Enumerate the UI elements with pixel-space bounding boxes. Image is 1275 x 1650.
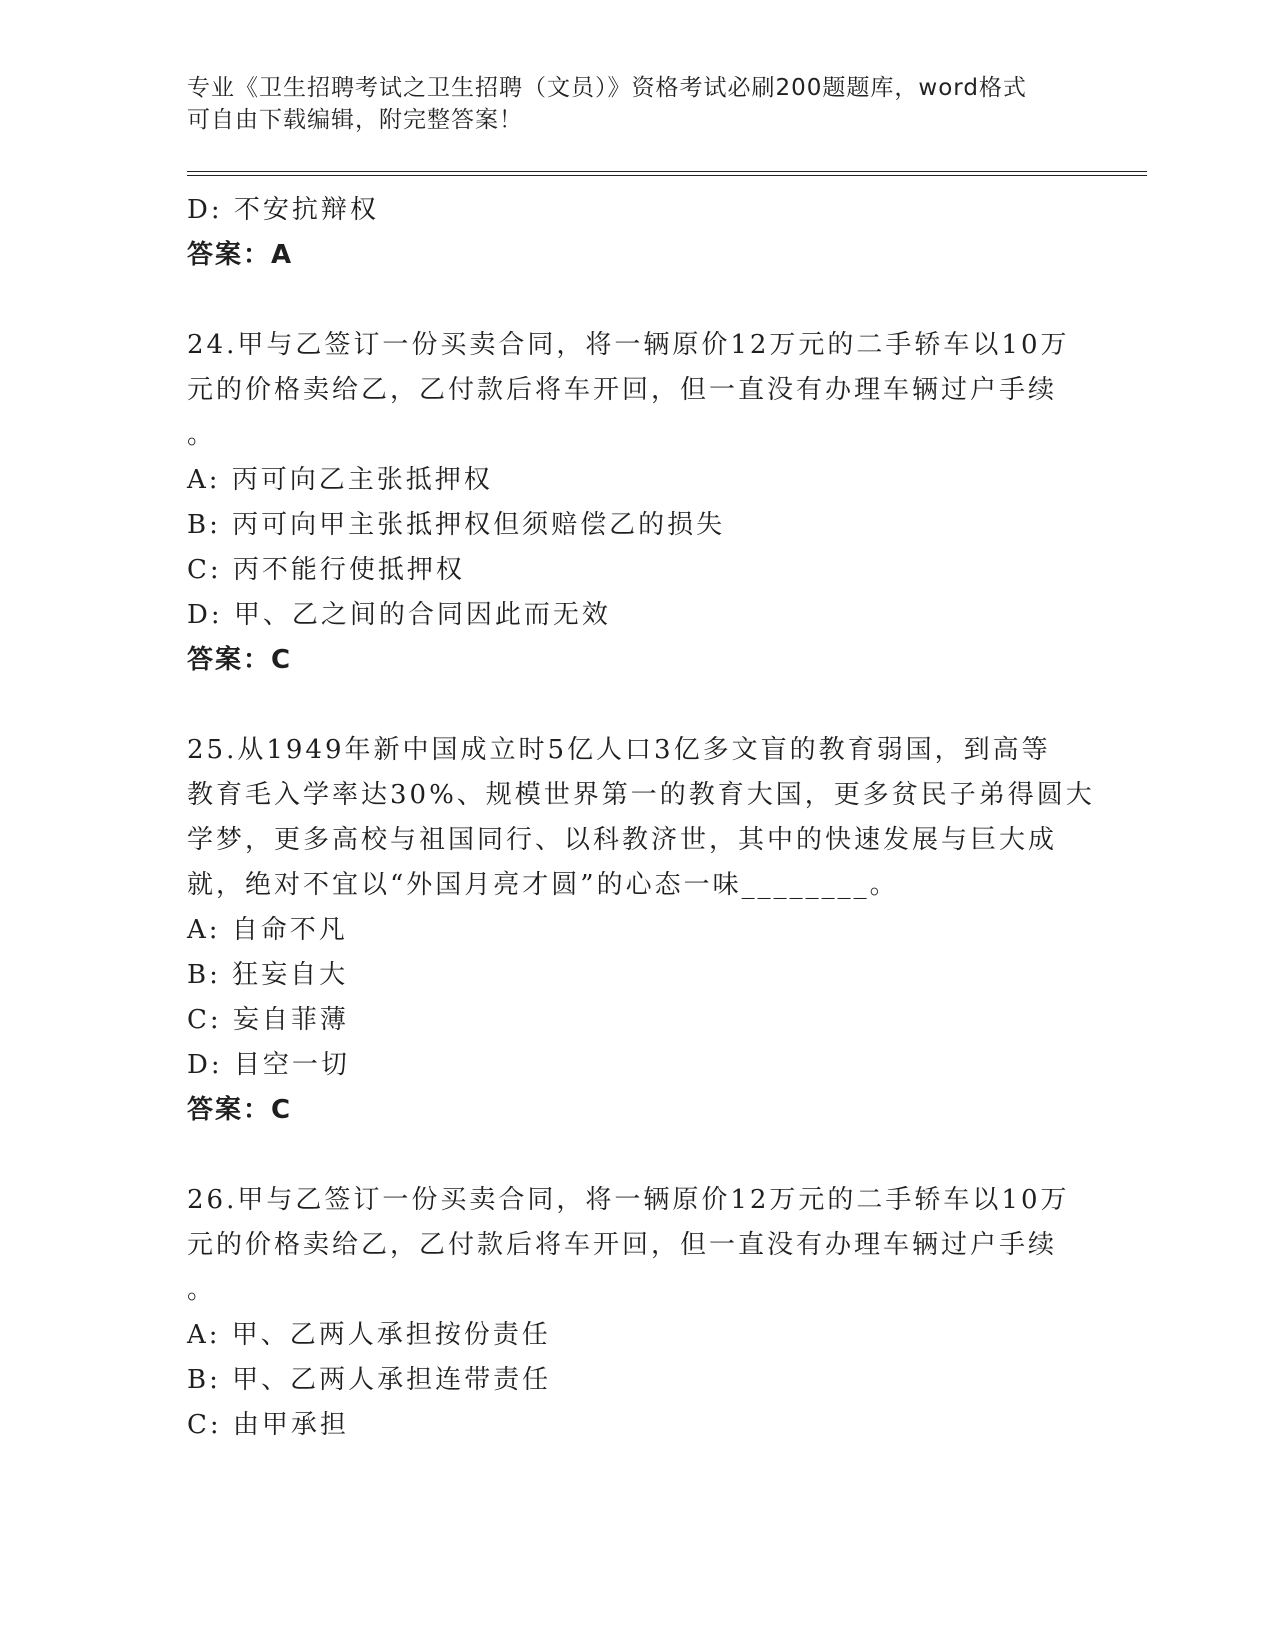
question-24-stem-line3: 。: [187, 420, 217, 450]
question-25-stem-line2: 教育毛入学率达30%、规模世界第一的教育大国，更多贫民子弟得圆大: [187, 780, 1095, 810]
header-title-line2: 可自由下载编辑，附完整答案！: [187, 107, 523, 133]
question-24-option-b: B: 丙可向甲主张抵押权但须赔偿乙的损失: [187, 510, 726, 540]
question-25-stem-line4: 就，绝对不宜以“外国月亮才圆”的心态一味________。: [187, 870, 899, 900]
question-25-stem-line1: 25.从1949年新中国成立时5亿人口3亿多文盲的教育弱国，到高等: [187, 735, 1051, 765]
question-25-option-c: C: 妄自菲薄: [187, 1005, 349, 1035]
question-25-option-b: B: 狂妄自大: [187, 960, 349, 990]
question-26-stem-line1: 26.甲与乙签订一份买卖合同，将一辆原价12万元的二手轿车以10万: [187, 1185, 1070, 1215]
question-24-option-d: D: 甲、乙之间的合同因此而无效: [187, 600, 611, 630]
question-26-option-a: A: 甲、乙两人承担按份责任: [187, 1320, 551, 1350]
spacer: [187, 278, 1087, 323]
prev-question-answer: 答案：A: [187, 240, 294, 270]
question-24-stem-line2: 元的价格卖给乙，乙付款后将车开回，但一直没有办理车辆过户手续: [187, 375, 1058, 405]
question-25-answer: 答案：C: [187, 1095, 293, 1125]
question-25-stem-line3: 学梦，更多高校与祖国同行、以科教济世，其中的快速发展与巨大成: [187, 825, 1058, 855]
question-25-option-a: A: 自命不凡: [187, 915, 348, 945]
header-rule-bottom: [187, 175, 1147, 176]
header-title-line1: 专业《卫生招聘考试之卫生招聘（文员）》资格考试必刷200题题库，word格式: [187, 75, 1027, 101]
spacer: [187, 683, 1087, 728]
question-24-option-c: C: 丙不能行使抵押权: [187, 555, 465, 585]
question-26-stem-line2: 元的价格卖给乙，乙付款后将车开回，但一直没有办理车辆过户手续: [187, 1230, 1058, 1260]
prev-question-option-d: D: 不安抗辩权: [187, 195, 379, 225]
question-24-answer: 答案：C: [187, 645, 293, 675]
page-header: [187, 72, 1087, 136]
question-26-option-b: B: 甲、乙两人承担连带责任: [187, 1365, 552, 1395]
question-24-option-a: A: 丙可向乙主张抵押权: [187, 465, 493, 495]
question-26-option-c: C: 由甲承担: [187, 1410, 349, 1440]
spacer: [187, 1133, 1087, 1178]
question-24-stem-line1: 24.甲与乙签订一份买卖合同，将一辆原价12万元的二手轿车以10万: [187, 330, 1070, 360]
question-25-option-d: D: 目空一切: [187, 1050, 350, 1080]
question-26-stem-line3: 。: [187, 1275, 217, 1305]
question-content: [187, 188, 1095, 1448]
header-rule-top: [187, 171, 1147, 172]
